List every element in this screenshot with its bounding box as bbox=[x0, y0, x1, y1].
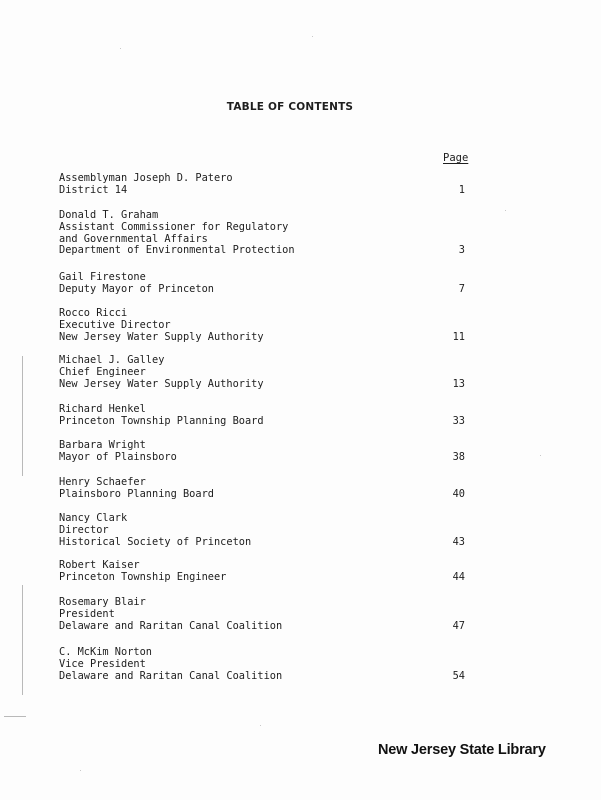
entry-line: Gail Firestone bbox=[59, 271, 146, 283]
scan-speck bbox=[120, 48, 121, 49]
toc-entry bbox=[59, 210, 479, 257]
entry-page-number: 44 bbox=[452, 570, 465, 583]
entry-line: Donald T. Graham bbox=[59, 209, 159, 221]
entry-page-number: 43 bbox=[452, 535, 465, 548]
entry-line: Deputy Mayor of Princeton bbox=[59, 282, 214, 295]
entry-line: District 14 bbox=[59, 183, 128, 196]
entry-line: Rocco Ricci bbox=[59, 307, 128, 319]
toc-entry bbox=[59, 404, 479, 428]
entry-line: Assistant Commissioner for Regulatory bbox=[59, 220, 289, 233]
entry-line: Mayor of Plainsboro bbox=[59, 450, 177, 463]
entry-line: Nancy Clark bbox=[59, 512, 128, 524]
entry-line: and Governmental Affairs bbox=[59, 232, 208, 245]
scan-speck bbox=[540, 455, 541, 456]
toc-entry bbox=[59, 173, 479, 197]
page-title: TABLE OF CONTENTS bbox=[226, 101, 354, 113]
entry-page-number: 11 bbox=[452, 330, 465, 343]
library-stamp: New Jersey State Library bbox=[378, 742, 546, 758]
entry-line: Director bbox=[59, 523, 109, 536]
entry-page-number: 13 bbox=[452, 377, 465, 390]
entry-line: New Jersey Water Supply Authority bbox=[59, 330, 264, 343]
entry-page-number: 38 bbox=[452, 450, 465, 463]
scan-margin-mark bbox=[22, 585, 23, 695]
entry-line: Robert Kaiser bbox=[59, 559, 140, 571]
entry-line: Rosemary Blair bbox=[59, 596, 146, 608]
toc-entry bbox=[59, 647, 479, 682]
entry-page-number: 3 bbox=[458, 244, 465, 257]
entry-line: Henry Schaefer bbox=[59, 476, 146, 488]
entry-page-number: 47 bbox=[452, 619, 465, 632]
entry-line: Chief Engineer bbox=[59, 365, 146, 378]
toc-entry bbox=[59, 513, 479, 548]
toc-entry bbox=[59, 440, 479, 464]
entry-line: New Jersey Water Supply Authority bbox=[59, 377, 264, 390]
entry-line: Executive Director bbox=[59, 318, 171, 331]
scan-speck bbox=[80, 770, 81, 771]
toc-entry bbox=[59, 272, 479, 296]
entry-page-number: 54 bbox=[452, 669, 465, 682]
toc-entry bbox=[59, 597, 479, 632]
entry-page-number: 40 bbox=[452, 487, 465, 500]
entry-line: Plainsboro Planning Board bbox=[59, 487, 214, 500]
entry-line: Vice President bbox=[59, 657, 146, 670]
entry-page-number: 33 bbox=[452, 414, 465, 427]
entry-line: Historical Society of Princeton bbox=[59, 535, 252, 548]
entry-line: President bbox=[59, 607, 115, 620]
entry-line: Delaware and Raritan Canal Coalition bbox=[59, 619, 283, 632]
entry-line: Delaware and Raritan Canal Coalition bbox=[59, 669, 283, 682]
toc-entry bbox=[59, 355, 479, 390]
entry-line: Richard Henkel bbox=[59, 403, 146, 415]
scan-speck bbox=[260, 725, 261, 726]
entry-line: Department of Environmental Protection bbox=[59, 244, 295, 257]
scan-speck bbox=[312, 36, 313, 37]
toc-entry bbox=[59, 560, 479, 584]
entry-page-number: 1 bbox=[458, 183, 465, 196]
entry-line: C. McKim Norton bbox=[59, 646, 152, 658]
entry-line: Princeton Township Planning Board bbox=[59, 414, 264, 427]
entry-line: Michael J. Galley bbox=[59, 354, 165, 366]
toc-entry bbox=[59, 308, 479, 343]
entry-line: Princeton Township Engineer bbox=[59, 570, 227, 583]
scan-margin-mark bbox=[22, 356, 23, 476]
page-column-header: Page bbox=[443, 152, 469, 164]
entry-line: Assemblyman Joseph D. Patero bbox=[59, 172, 233, 184]
toc-entry bbox=[59, 477, 479, 501]
entry-page-number: 7 bbox=[458, 282, 465, 295]
scan-margin-mark bbox=[4, 716, 26, 717]
entry-line: Barbara Wright bbox=[59, 439, 146, 451]
scan-speck bbox=[505, 210, 506, 211]
